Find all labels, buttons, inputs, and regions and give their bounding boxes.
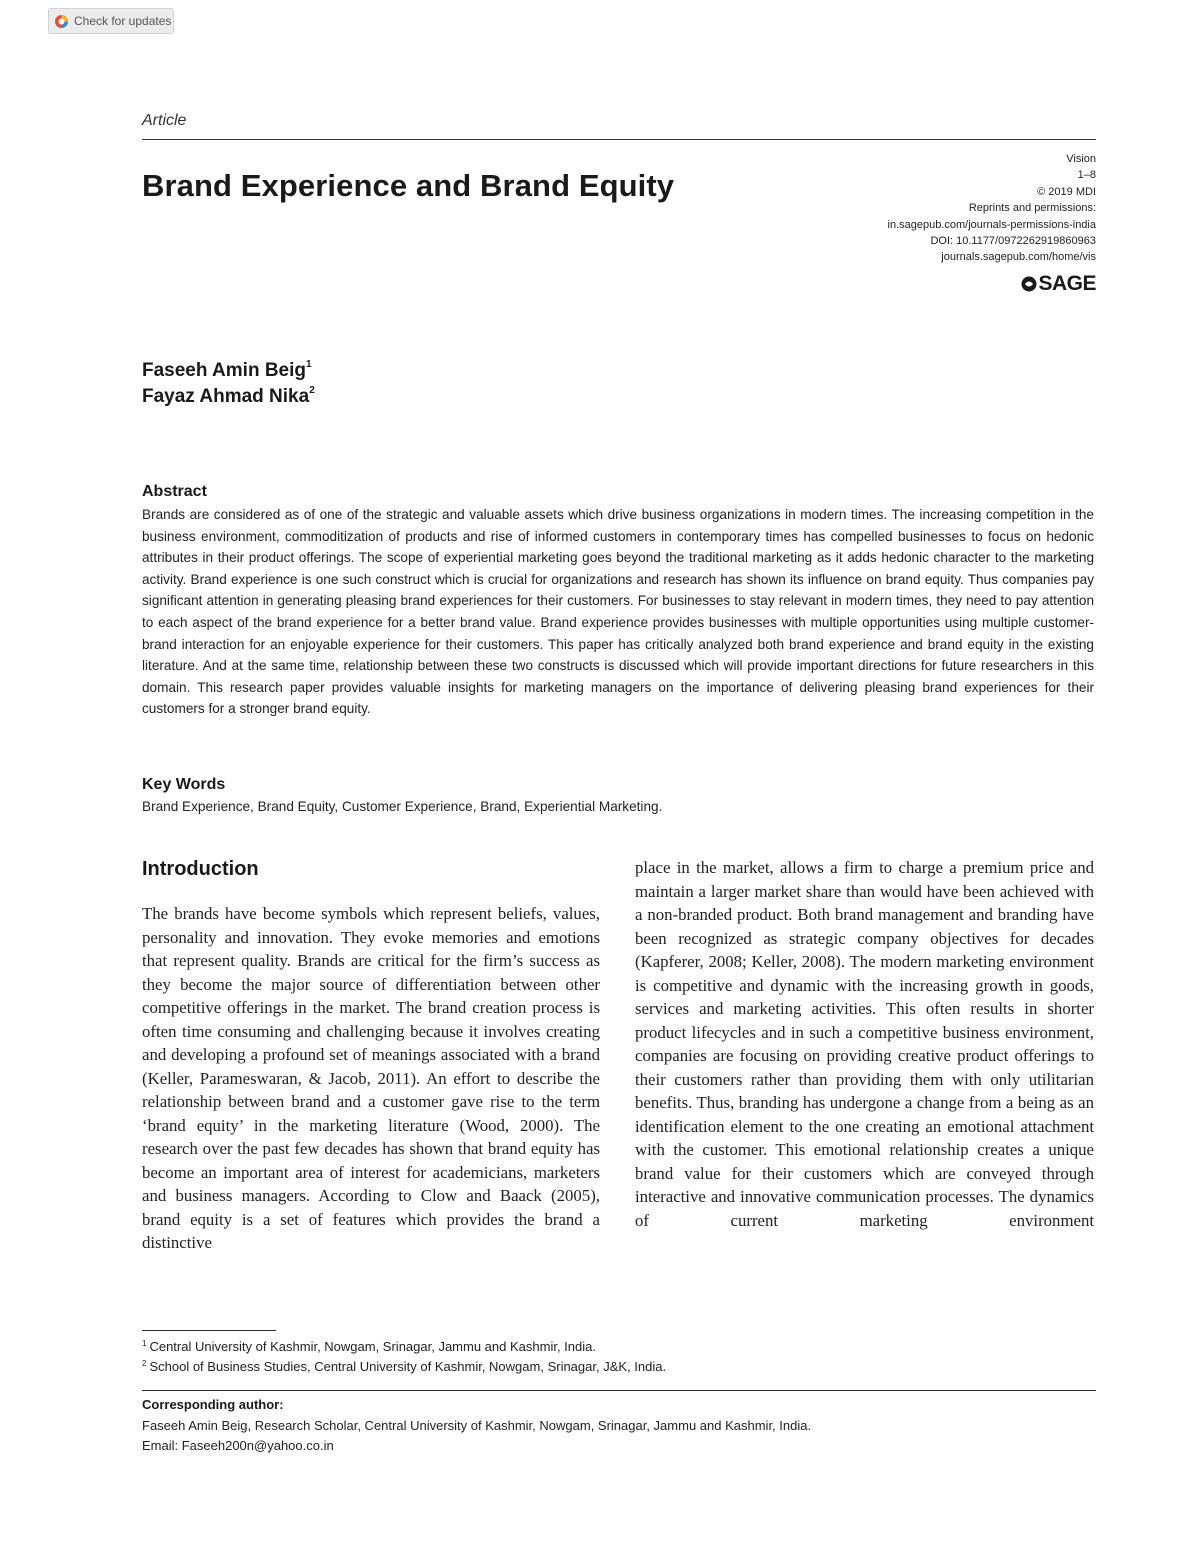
affiliation-marker: 2 xyxy=(309,385,315,396)
introduction-heading: Introduction xyxy=(142,858,259,880)
copyright: © 2019 MDI xyxy=(1037,185,1096,198)
sage-logo-text: SAGE xyxy=(1038,272,1096,295)
header-divider xyxy=(142,139,1096,140)
check-for-updates-badge[interactable] xyxy=(48,8,174,34)
author-name: Faseeh Amin Beig xyxy=(142,360,307,381)
check-for-updates-icon xyxy=(54,14,69,29)
author xyxy=(142,384,315,410)
journal-metadata xyxy=(888,151,1097,266)
footnote-text: Central University of Kashmir, Nowgam, Srinagar, Jammu and Kashmir, India. xyxy=(149,1339,596,1354)
abstract-heading: Abstract xyxy=(142,483,207,500)
author xyxy=(142,358,315,384)
reprints-label: Reprints and permissions: xyxy=(968,202,1096,215)
corresponding-author-email[interactable]: Email: Faseeh200n@yahoo.co.in xyxy=(142,1438,334,1453)
reprints-link[interactable]: in.sagepub.com/journals-permissions-india xyxy=(887,218,1096,231)
corresponding-divider xyxy=(142,1390,1096,1391)
journal-home-link[interactable]: journals.sagepub.com/home/vis xyxy=(941,251,1096,264)
footnote xyxy=(142,1339,596,1354)
footnote-number: 2 xyxy=(142,1359,147,1368)
introduction-left-column: The brands have become symbols which represent beliefs, values, personality and innovation. They evoke memories and emotions that represent quality. Brands are critical for the firm’s success as they become the major source of differentiation between other competitive offerings in the market. The brand creation process is often time consuming and challenging because it involves creating and developing a profound set of meanings associated with a brand (Keller, Parameswaran, & Jacob, 2011). An effort to describe the relationship between brand and a customer gave rise to the term ‘brand equity’ in the marketing literature (Wood, 2000). The research over the past few decades has shown that brand equity has become an important area of interest for academicians, marketers and business managers. According to Clow and Baack (2005), brand equity is a set of features which provides the brand a distinctive xyxy=(142,904,600,1252)
doi[interactable]: DOI: 10.1177/0972262919860963 xyxy=(930,235,1096,248)
abstract-text: Brands are considered as of one of the strategic and valuable assets which drive business organizations in modern times. The increasing competition in the business environment, commoditization of products and rise of informed customers in contemporary times has compelled businesses to focus on hedonic attributes in their product offerings. The scope of experiential marketing goes beyond the traditional marketing as it adds hedonic character to the marketing activity. Brand experience is one such construct which is crucial for organizations and research has shown its influence on brand equity. Thus companies pay significant attention in generating pleasing brand experiences for their customers. For businesses to stay relevant in modern times, they need to pay attention to each aspect of the brand experience for a better brand value. Brand experience provides businesses with multiple opportunities using multiple customer-brand interaction for an enjoyable experience for their customers. This paper has critically analyzed both brand experience and brand equity in the existing literature. And at the same time, relationship between these two constructs is discussed which will provide important directions for future researchers in this domain. This research paper provides valuable insights for marketing managers on the importance of delivering pleasing brand experiences for their customers for a stronger brand equity. xyxy=(142,507,1094,717)
corresponding-author-details: Faseeh Amin Beig, Research Scholar, Central University of Kashmir, Nowgam, Srinagar, Jammu and Kashmir, India. xyxy=(142,1418,812,1433)
paper-title: Brand Experience and Brand Equity xyxy=(142,168,675,203)
check-for-updates-label: Check for updates xyxy=(74,14,172,28)
article-type-label: Article xyxy=(142,112,187,129)
keywords-text: Brand Experience, Brand Equity, Customer Experience, Brand, Experiential Marketing. xyxy=(142,799,663,814)
footnote xyxy=(142,1359,666,1374)
footnote-number: 1 xyxy=(142,1339,147,1348)
corresponding-author-heading: Corresponding author: xyxy=(142,1397,284,1412)
page-range: 1–8 xyxy=(1077,169,1096,182)
journal-name: Vision xyxy=(1066,153,1096,165)
introduction-right-column: place in the market, allows a firm to charge a premium price and maintain a larger market share than would have been achieved with a non-branded product. Both brand management and branding have been recognized as strategic company objectives for decades (Kapferer, 2008; Keller, 2008). The modern marketing environment is competitive and dynamic with the increasing growth in goods, services and marketing activities. This often results in shorter product lifecycles and in such a competitive business environment, companies are focusing on providing creative product offerings to their customers rather than providing them with only utilitarian benefits. Thus, branding has undergone a change from a being as an identification element to the one creating an emotional attachment with the customer. This emotional relationship creates a unique brand value for their customers which are conveyed through interactive and innovative communication processes. The dynamics of current marketing environment xyxy=(635,858,1094,1230)
sage-logo-icon xyxy=(1021,276,1037,292)
sage-logo xyxy=(1021,272,1096,296)
footnote-text: School of Business Studies, Central University of Kashmir, Nowgam, Srinagar, J&K, India. xyxy=(149,1359,667,1374)
footnote-divider xyxy=(142,1330,276,1331)
author-name: Fayaz Ahmad Nika xyxy=(142,386,310,407)
affiliation-marker: 1 xyxy=(306,359,312,370)
author-list xyxy=(142,358,315,410)
keywords-heading: Key Words xyxy=(142,776,226,793)
